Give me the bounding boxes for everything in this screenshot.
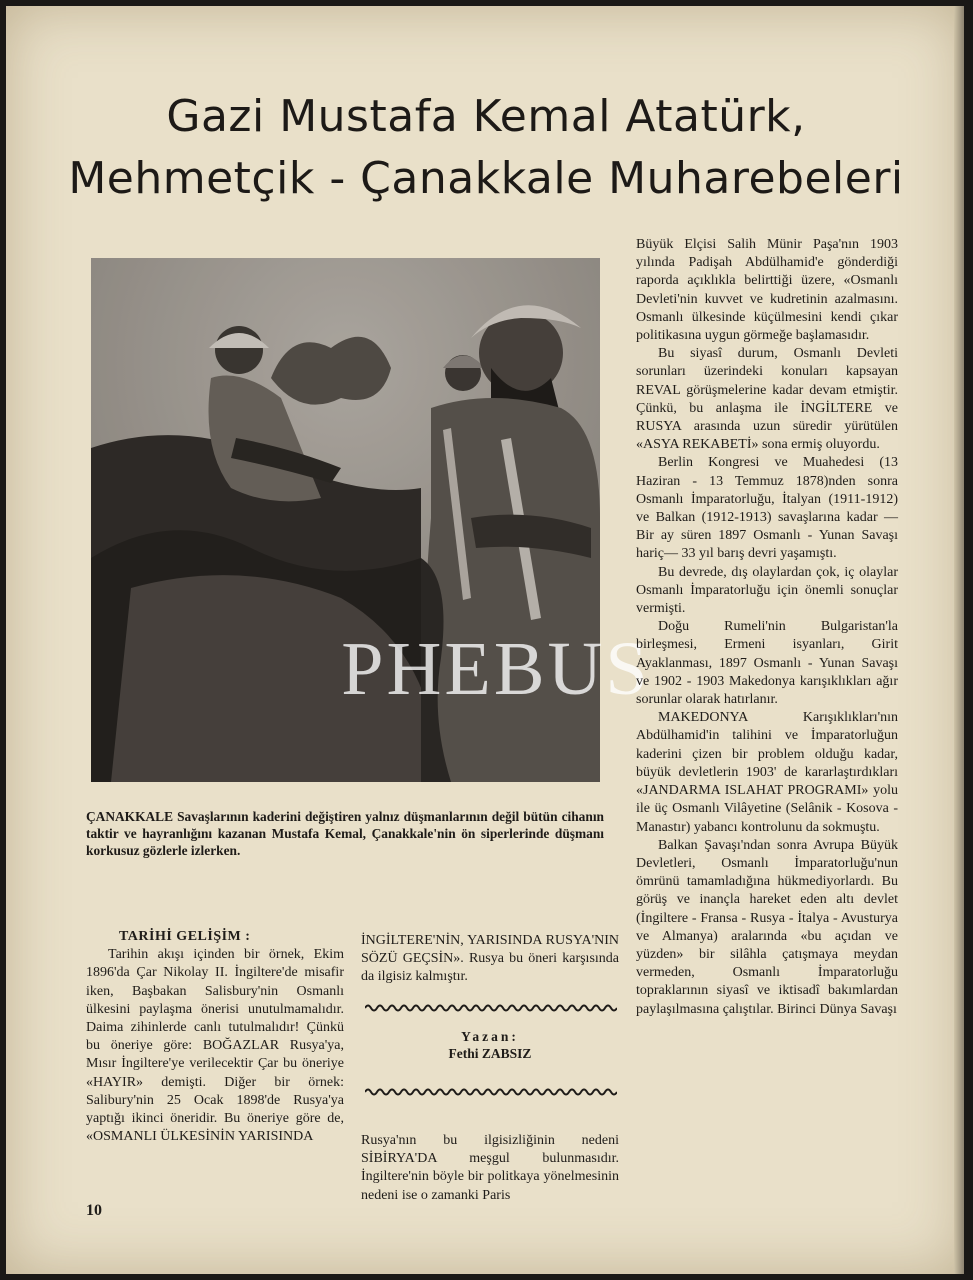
column-3 bbox=[636, 236, 898, 1019]
watermark-text: PHEBUS bbox=[341, 627, 651, 711]
page-gutter-shadow bbox=[954, 6, 964, 1274]
page-number: 10 bbox=[86, 1202, 102, 1219]
magazine-page bbox=[6, 6, 964, 1274]
column-2-bottom-paragraph: Rusya'nın bu ilgisizliğinin nedeni SİBİRYA'DA meşgul bulunmasıdır. İngiltere'nin böyle bir politkaya yönelmesinin nedeni ise o zamanki Paris bbox=[361, 1133, 619, 1203]
title-line-2: Mehmetçik - Çanakkale Muharebeleri bbox=[68, 153, 904, 204]
soldiers-in-trench-photo bbox=[91, 258, 600, 782]
title-line-1: Gazi Mustafa Kemal Atatürk, bbox=[166, 91, 806, 142]
wavy-divider-top bbox=[365, 1002, 617, 1014]
photo-illustration bbox=[91, 258, 600, 782]
wavy-divider-bottom bbox=[365, 1086, 617, 1098]
column-2-bottom bbox=[361, 1132, 619, 1205]
author-name: Fethi ZABSIZ bbox=[448, 1046, 532, 1061]
column-2-top bbox=[361, 932, 619, 987]
column-3-paragraph: MAKEDONYA Karışıklıkları'nın Abdülhamid'in talihini ve İmparatorluğun kaderini çizen bir problem olduğu kadar, büyük devletlerin 1903' de kararlaştırdıkları «JANDARMA ISLAHAT PROGRAMI» yolu ile üç Osmanlı Vilâyetine (Selânik - Kosova - Manastır) yabancı kontrolunu da sokmuştu. bbox=[636, 710, 898, 835]
section-heading: TARİHİ GELİŞİM : bbox=[119, 929, 251, 944]
photo-caption: ÇANAKKALE Savaşlarının kaderini değiştiren yalnız düşmanlarının değil bütün cihanın taktir ve hayranlığını kazanan Mustafa Kemal, Çanakkale'nin ön siperlerinde düşmanı korkusuz gözlerle izlerken. bbox=[86, 809, 604, 858]
column-1-paragraph: Tarihin akışı içinden bir örnek, Ekim 1896'da Çar Nikolay II. İngiltere'de misafir iken, Başbakan Salisbury'nin Osmanlı ülkesini paylaşma önerisi unutulmamalıdır. Daima zihinlerde canlı tutulmalıdır! Çünkü bu öneriye göre: BOĞAZLAR Rusya'ya, Mısır İngiltere'ye verilecektir Çar bu öneriye «HAYIR» demişti. Diğer bir örnek: Salibury'nin 25 Ocak 1898'de Rusya'ya yaptığı ikinci öneridir. Bu öneriye göre de, «OSMANLI ÜLKESİNİN YARISINDA bbox=[86, 947, 344, 1145]
column-3-paragraph: Büyük Elçisi Salih Münir Paşa'nın 1903 yılında Padişah Abdülhamid'e gönderdiği raporda açıklıkla belirttiği üzere, «Osmanlı Devleti'nin kuvvet ve kudretinin azalmasını. Osmanlı ülkesinde küçülmesini kendi çıkar politikasına uygun görmeğe başlamasıdır. bbox=[636, 237, 898, 344]
column-1 bbox=[86, 928, 344, 1146]
column-3-paragraph: Balkan Şavaşı'ndan sonra Avrupa Büyük Devletleri, Osmanlı İmparatorluğu'nun ömrünü tamamladığına hükmediyorlardı. Bu görüş ve inançla hareket eden altı devlet (İngiltere - Fransa - Rusya - İtalya - Avusturya ve Almanya) aralarında «bu açıdan ve yüzden» bir silâhla çatışmaya meydan vermeden, Osmanlı İmparatorluğu topraklarının siyasî ve iktisadî bakımlardan paylaşılmasına çalıştılar. Birinci Dünya Savaşı bbox=[636, 837, 898, 1017]
column-3-paragraph: Berlin Kongresi ve Muahedesi (13 Haziran - 13 Temmuz 1878)nden sonra Osmanlı İmparatorluğu, İtalyan (1911-1912) ve Balkan (1912-1913) savaşlarına kadar —Bir ay süren 1897 Osmanlı - Yunan Savaşı hariç— 33 yıl barış devri yaşamıştı. bbox=[636, 455, 898, 562]
author-label: Yazan: bbox=[461, 1029, 519, 1044]
column-3-paragraph: Bu siyasî durum, Osmanlı Devleti sorunları üzerindeki konuları kapsayan REVAL görüşmelerine kadar devam etmiştir. Çünkü, bu anlaşma ile İNGİLTERE ve RUSYA arasında uzun süredir yürütülen «ASYA REKABETİ» sona ermiş oluyordu. bbox=[636, 346, 898, 453]
author-byline bbox=[361, 1028, 619, 1062]
column-2-top-paragraph: İNGİLTERE'NİN, YARISINDA RUSYA'NIN SÖZÜ GEÇSİN». Rusya bu öneri karşısında da ilgisiz kalmıştır. bbox=[361, 933, 619, 985]
article-title bbox=[46, 86, 926, 210]
column-3-paragraph: Bu devrede, dış olaylardan çok, iç olaylar Osmanlı İmparatorluğu için önemli sonuçlar vermişti. bbox=[636, 564, 898, 617]
column-3-paragraph: Doğu Rumeli'nin Bulgaristan'la birleşmesi, Ermeni isyanları, Girit Ayaklanması, 1897 Osmanlı - Yunan Savaşı ve 1902 - 1903 Makedonya karışıklıkları ağır sorunlar olarak hatırlanır. bbox=[636, 619, 898, 708]
